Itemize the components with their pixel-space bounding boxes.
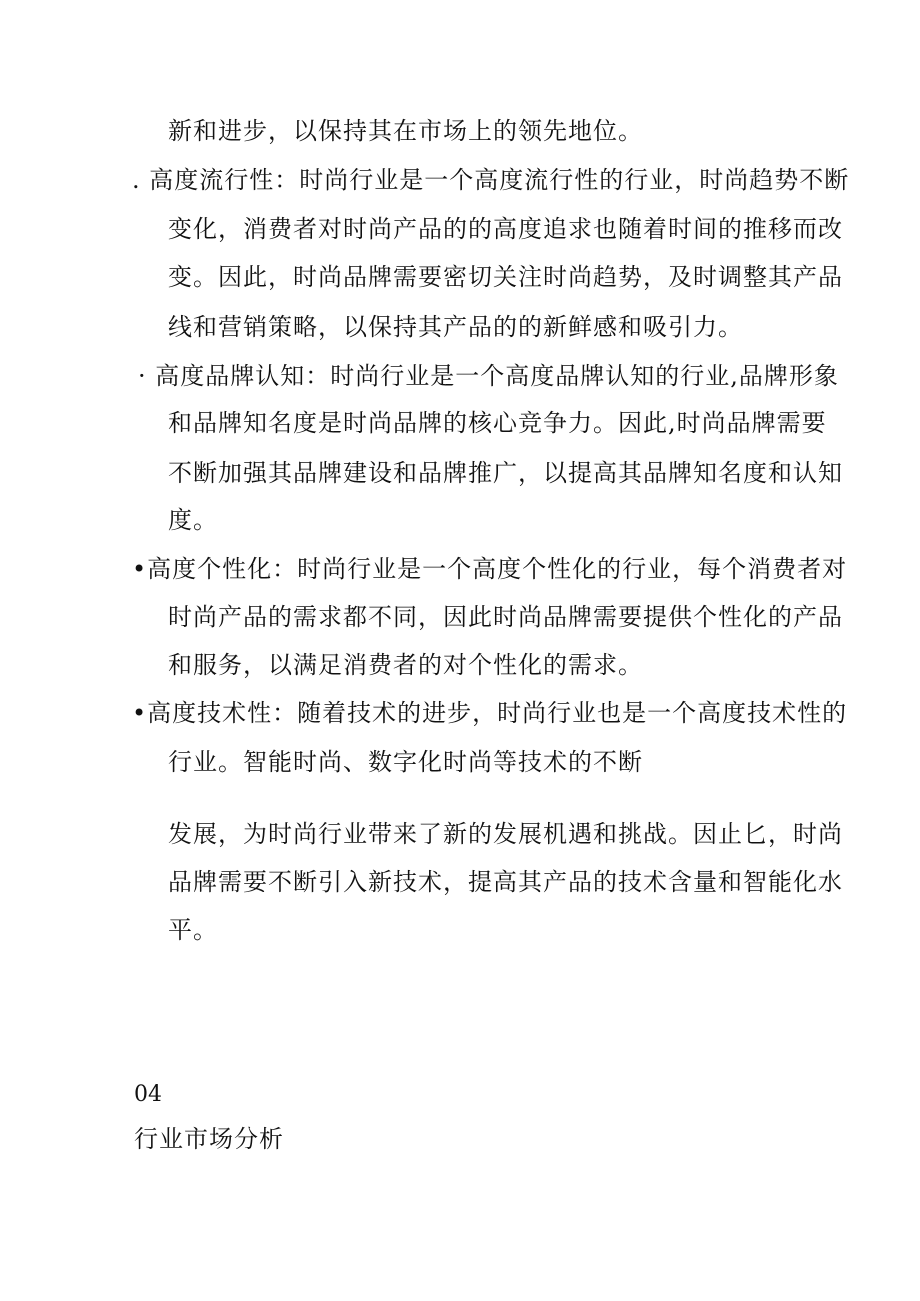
paragraph-line: 行业。智能时尚、数字化时尚等技术的不断 — [168, 748, 643, 776]
section-title: 行业市场分析 — [134, 1125, 284, 1153]
bullet-line-personalization: •高度个性化：时尚行业是一个高度个性化的行业，每个消费者对 — [132, 555, 848, 583]
paragraph-line: 变。因此，时尚品牌需要密切关注时尚趋势，及时调整其产品 — [168, 263, 843, 291]
paragraph-line: 平。 — [168, 916, 218, 944]
bullet-line-popularity: . 高度流行性：时尚行业是一个高度流行性的行业，时尚趋势不断 — [132, 166, 850, 194]
paragraph-line: 和品牌知名度是时尚品牌的核心竞争力。因此,时尚品牌需要 — [168, 409, 827, 437]
paragraph-line: 发展，为时尚行业带来了新的发展机遇和挑战。因止匕，时尚 — [168, 820, 843, 848]
section-number: 04 — [134, 1082, 162, 1107]
bullet-line-brand: · 高度品牌认知：时尚行业是一个高度品牌认知的行业,品牌形象 — [138, 362, 839, 390]
bullet-line-technology: •高度技术性：随着技术的进步，时尚行业也是一个高度技术性的 — [132, 699, 848, 727]
paragraph-line: 新和进步，以保持其在市场上的领先地位。 — [168, 117, 643, 145]
paragraph-line: 变化，消费者对时尚产品的的高度追求也随着时间的推移而改 — [168, 215, 843, 243]
paragraph-line: 和服务，以满足消费者的对个性化的需求。 — [168, 651, 643, 679]
paragraph-line: 度。 — [168, 506, 218, 534]
paragraph-line: 品牌需要不断引入新技术，提高其产品的技术含量和智能化水 — [168, 868, 843, 896]
paragraph-line: 不断加强其品牌建设和品牌推广，以提高其品牌知名度和认知 — [168, 459, 843, 487]
paragraph-line: 时尚产品的需求都不同，因此时尚品牌需要提供个性化的产品 — [168, 603, 843, 631]
paragraph-line: 线和营销策略，以保持其产品的的新鲜感和吸引力。 — [168, 313, 743, 341]
